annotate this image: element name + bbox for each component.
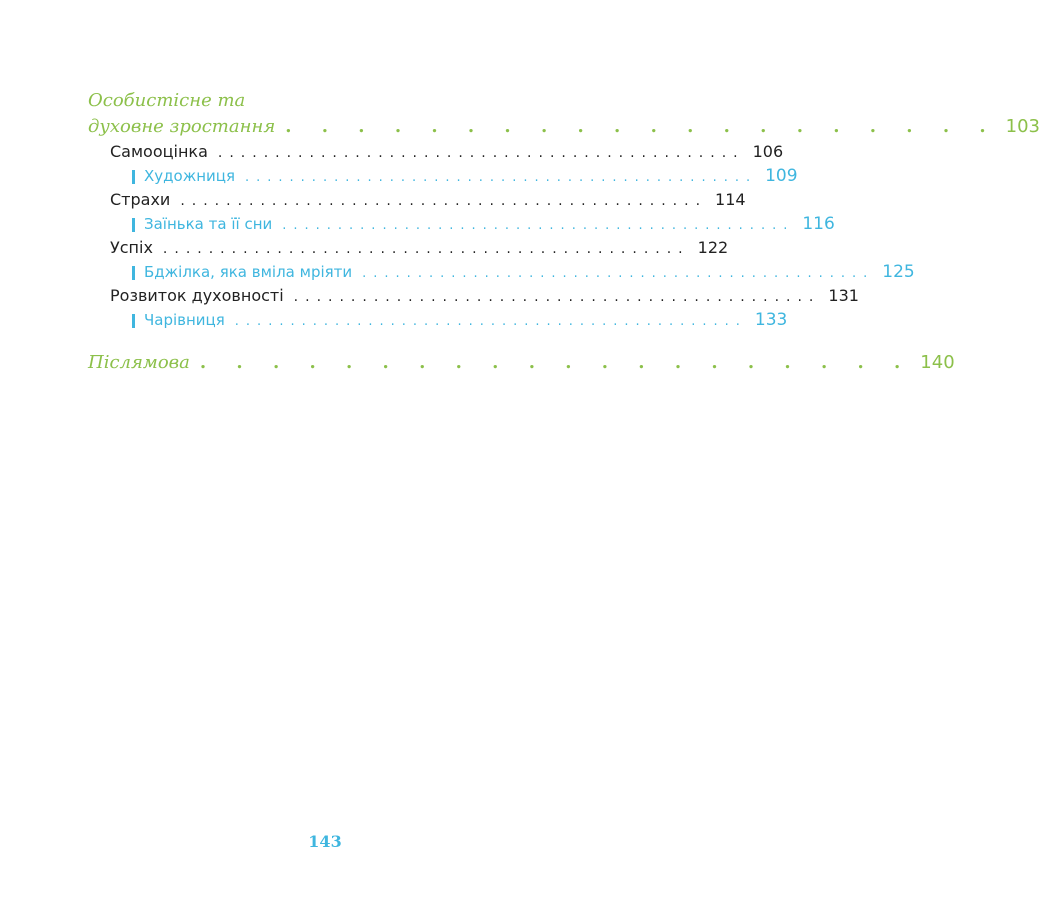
toc-story-entry[interactable] [88, 260, 915, 284]
section-title-line2: духовне зростання [88, 114, 285, 140]
story-label: Заїнька та її сни [132, 212, 282, 236]
table-of-contents [88, 88, 1040, 376]
story-marker-bar [132, 314, 135, 328]
dot-leader: . . . . . . . . . . . . . . . . . . . . [199, 352, 913, 373]
story-label: Художниця [132, 164, 245, 188]
toc-chapter-entry[interactable] [88, 140, 784, 164]
story-label: Бджілка, яка вміла мріяти [132, 260, 362, 284]
dot-leader: .............................................. [217, 145, 745, 161]
story-label: Чарівниця [132, 308, 235, 332]
story-page-number: 133 [754, 310, 788, 330]
chapter-page-number: 106 [752, 142, 784, 161]
chapter-label: Самооцінка [110, 140, 218, 164]
afterword-label: Післямова [88, 350, 200, 376]
chapter-page-number: 122 [697, 238, 729, 257]
toc-story-entry[interactable] [88, 308, 788, 332]
toc-story-entry[interactable] [88, 212, 835, 236]
page-number: 143 [308, 832, 342, 851]
story-page-number: 109 [765, 166, 798, 186]
story-page-number: 116 [802, 214, 835, 234]
toc-story-entry[interactable] [88, 164, 798, 188]
story-marker-bar [132, 218, 135, 232]
chapter-label: Успіх [110, 236, 163, 260]
toc-afterword-entry[interactable] [88, 350, 955, 376]
dot-leader: .............................................. [362, 266, 875, 281]
dot-leader: .............................................. [282, 218, 795, 233]
chapter-label: Розвиток духовності [110, 284, 294, 308]
section-page-number: 103 [1005, 116, 1040, 137]
chapter-label: Страхи [110, 188, 180, 212]
toc-chapter-entry[interactable] [88, 284, 859, 308]
dot-leader: .............................................. [245, 170, 758, 185]
toc-chapter-entry[interactable] [88, 236, 729, 260]
toc-section-entry[interactable] [88, 114, 1040, 140]
chapter-page-number: 114 [715, 190, 746, 209]
dot-leader: . . . . . . . . . . . . . . . . . . . . [285, 116, 998, 137]
toc-chapter-entry[interactable] [88, 188, 746, 212]
dot-leader: .............................................. [293, 289, 821, 305]
afterword-page-number: 140 [920, 352, 955, 373]
section-title-line1: Особистісне та [88, 90, 246, 111]
chapter-page-number: 131 [828, 286, 859, 305]
dot-leader: .............................................. [180, 193, 708, 209]
dot-leader: .............................................. [234, 314, 747, 329]
story-marker-bar [132, 266, 135, 280]
story-marker-bar [132, 170, 135, 184]
story-page-number: 125 [882, 262, 915, 282]
dot-leader: .............................................. [162, 241, 690, 257]
